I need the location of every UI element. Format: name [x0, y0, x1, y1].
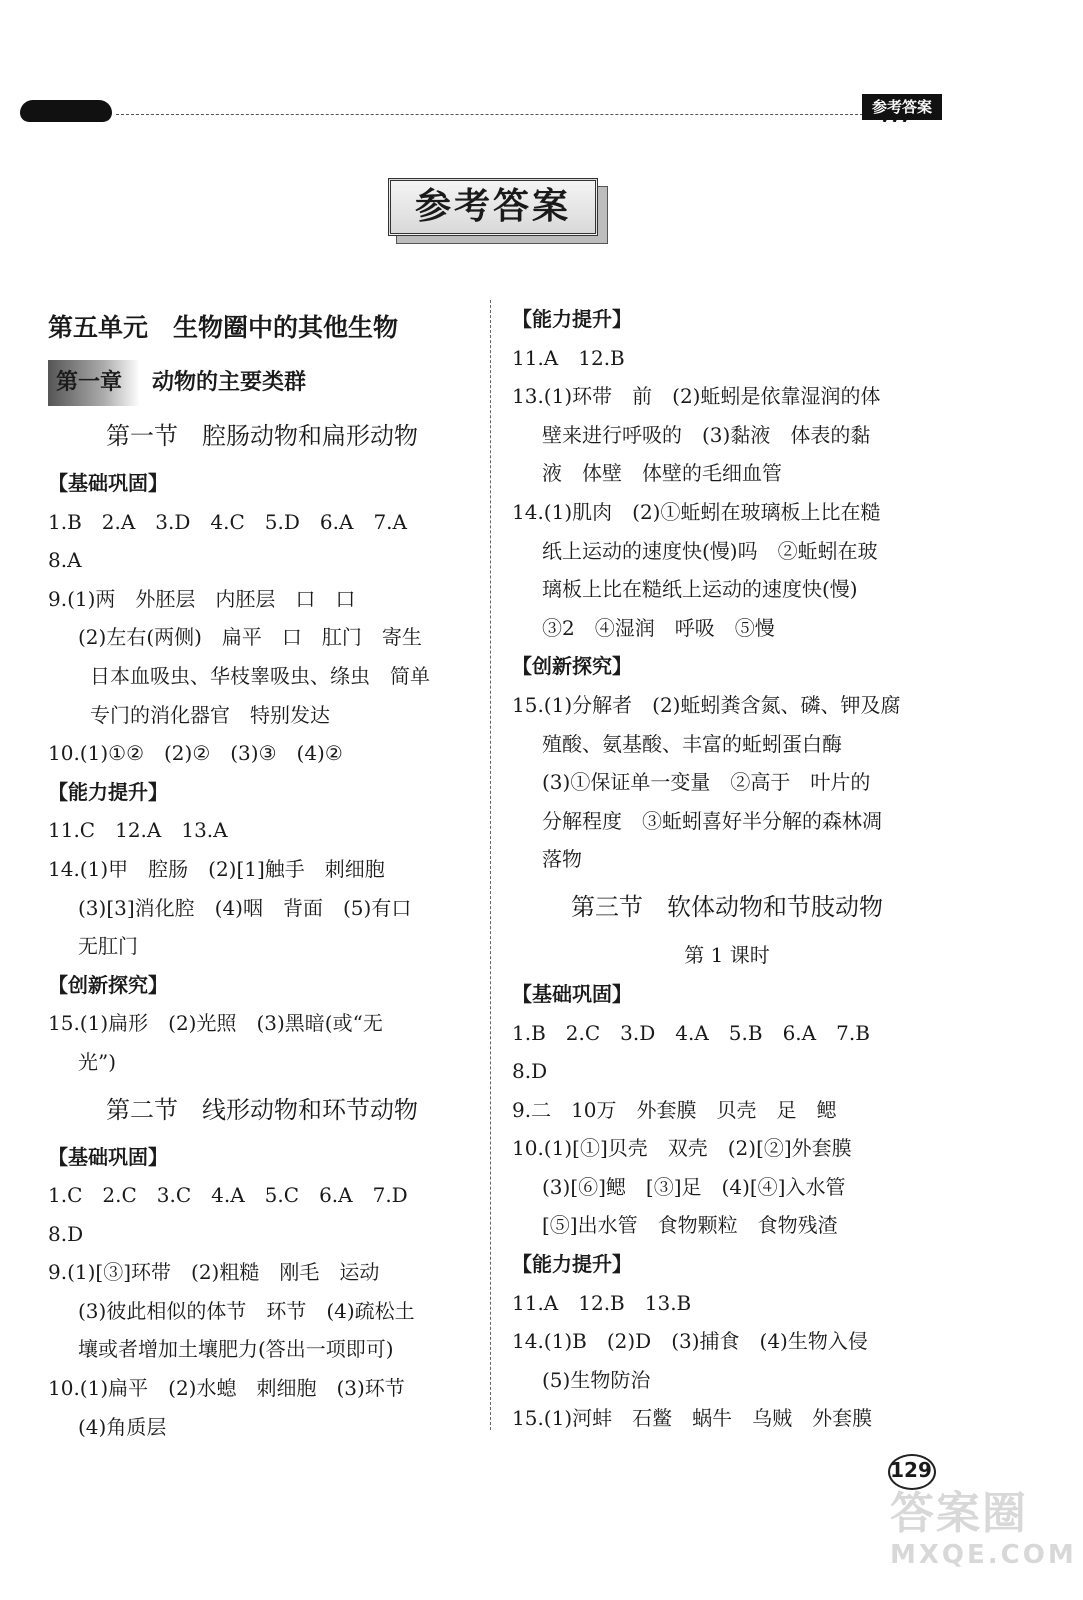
- column-divider: [490, 300, 491, 1430]
- answer-line: 15.(1)分解者 (2)蚯蚓粪含氮、磷、钾及腐: [512, 692, 901, 717]
- answer-line: 专门的消化器官 特别发达: [90, 702, 330, 727]
- answer-line: (3)①保证单一变量 ②高于 叶片的: [542, 770, 871, 795]
- answer-line: (4)角质层: [78, 1414, 167, 1439]
- answer-line: 落物: [542, 847, 582, 872]
- answer-line: 1.B 2.C 3.D 4.A 5.B 6.A 7.B: [512, 1020, 870, 1045]
- unit-title: 第五单元 生物圈中的其他生物: [48, 313, 399, 342]
- answer-line: 日本血吸虫、华枝睾吸虫、绦虫 简单: [90, 663, 430, 688]
- answer-line: 11.C 12.A 13.A: [48, 818, 228, 843]
- chapter-title: 第一章 动物的主要类群: [48, 360, 476, 406]
- answer-line: 殖酸、氨基酸、丰富的蚯蚓蛋白酶: [542, 731, 842, 756]
- section-label: 【创新探究】: [512, 654, 632, 679]
- answer-line: 10.(1)①② (2)② (3)③ (4)②: [48, 741, 343, 766]
- answer-line: (5)生物防治: [542, 1367, 651, 1392]
- watermark-logo: 答案圈 MXQE.COM: [890, 1488, 1077, 1570]
- page-title: 参考答案: [388, 178, 598, 236]
- answer-line: 14.(1)肌肉 (2)①蚯蚓在玻璃板上比在糙: [512, 499, 881, 524]
- answer-line: (3)[3]消化腔 (4)咽 背面 (5)有口: [78, 895, 412, 920]
- section-label: 【创新探究】: [48, 972, 168, 997]
- section-title: 第二节 线形动物和环节动物: [106, 1095, 418, 1124]
- answer-line: 9.(1)两 外胚层 内胚层 口 口: [48, 586, 356, 611]
- right-column: [512, 300, 942, 1438]
- answer-line: 9.(1)[③]环带 (2)粗糙 刚毛 运动: [48, 1260, 380, 1285]
- lesson-title: 第 1 课时: [684, 942, 770, 967]
- answer-line: 11.A 12.B: [512, 345, 625, 370]
- answer-line: 15.(1)河蚌 石鳖 蜗牛 乌贼 外套膜: [512, 1406, 873, 1431]
- answer-line: 璃板上比在糙纸上运动的速度快(慢): [542, 577, 858, 602]
- answer-line: (3)[⑥]鳃 [③]足 (4)[④]入水管: [542, 1174, 846, 1199]
- answer-line: 9.二 10万 外套膜 贝壳 足 鳃: [512, 1097, 837, 1122]
- answer-line: 15.(1)扁形 (2)光照 (3)黑暗(或“无: [48, 1011, 383, 1036]
- answer-line: 无肛门: [78, 934, 138, 959]
- answer-line: 壤或者增加土壤肥力(答出一项即可): [78, 1337, 394, 1362]
- answer-line: 14.(1)甲 腔肠 (2)[1]触手 刺细胞: [48, 856, 385, 881]
- answer-line: 纸上运动的速度快(慢)吗 ②蚯蚓在玻: [542, 538, 878, 563]
- answer-line: 分解程度 ③蚯蚓喜好半分解的森林凋: [542, 808, 882, 833]
- answer-line: (3)彼此相似的体节 环节 (4)疏松土: [78, 1298, 415, 1323]
- page-header: [20, 92, 1038, 128]
- chapter-tag: 第一章: [48, 360, 140, 406]
- answer-line: 1.B 2.A 3.D 4.C 5.D 6.A 7.A: [48, 509, 407, 534]
- header-decoration: [20, 100, 112, 122]
- section-label: 【能力提升】: [512, 307, 632, 331]
- answer-line: 光”): [78, 1049, 117, 1074]
- section-label: 【能力提升】: [512, 1252, 632, 1277]
- answer-line: ③2 ④湿润 呼吸 ⑤慢: [542, 615, 775, 640]
- answer-line: 10.(1)[①]贝壳 双壳 (2)[②]外套膜: [512, 1136, 852, 1161]
- section-label: 【基础巩固】: [48, 1144, 168, 1169]
- answer-line: (2)左右(两侧) 扁平 口 肛门 寄生: [78, 625, 422, 650]
- answer-line: [⑤]出水管 食物颗粒 食物残渣: [542, 1213, 838, 1238]
- answer-line: 1.C 2.C 3.C 4.A 5.C 6.A 7.D: [48, 1183, 408, 1208]
- header-rule: [116, 114, 908, 115]
- section-label: 【基础巩固】: [48, 471, 168, 495]
- section-title: 第三节 软体动物和节肢动物: [571, 892, 883, 921]
- header-tag: 参考答案: [862, 94, 942, 120]
- answer-line: 液 体壁 体壁的毛细血管: [542, 461, 782, 486]
- section-label: 【基础巩固】: [512, 981, 632, 1006]
- page-title-box: [388, 178, 608, 240]
- answer-line: 13.(1)环带 前 (2)蚯蚓是依靠湿润的体: [512, 384, 881, 409]
- answer-line: 10.(1)扁平 (2)水螅 刺细胞 (3)环节: [48, 1376, 405, 1401]
- answer-line: 11.A 12.B 13.B: [512, 1290, 692, 1315]
- answer-line: 8.D: [48, 1221, 84, 1246]
- left-column: [48, 300, 476, 1446]
- answer-line: 8.D: [512, 1059, 548, 1084]
- section-label: 【能力提升】: [48, 779, 168, 804]
- section-title: 第一节 腔肠动物和扁形动物: [106, 422, 418, 450]
- page-number: 129: [890, 1458, 932, 1482]
- answer-line: 壁来进行呼吸的 (3)黏液 体表的黏: [542, 422, 871, 447]
- answer-line: 14.(1)B (2)D (3)捕食 (4)生物入侵: [512, 1329, 868, 1354]
- answer-line: 8.A: [48, 548, 82, 573]
